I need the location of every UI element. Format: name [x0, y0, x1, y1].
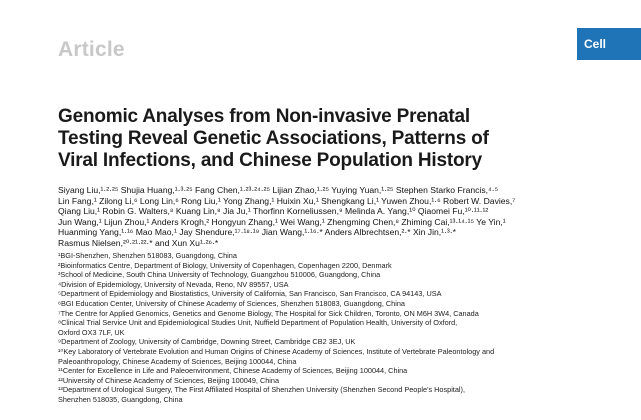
author-line: Siyang Liu,¹·²·²⁵ Shujia Huang,¹·³·²⁵ Fang Chen,¹·²³·²⁴·²⁵ Lijian Zhao,¹·²⁵ Yuying Yuan,¹·²⁵ Stephen Starko Francis,⁴·⁵ [58, 185, 499, 195]
affiliation-line: ⁷The Centre for Applied Genomics, Genetics and Genome Biology, The Hospital for Sick Children, Toronto, ON M6H 3W4, Canada [58, 308, 479, 318]
affiliation-line: ¹²University of Chinese Academy of Sciences, Beijing 100049, China [58, 375, 280, 385]
affiliation-line: ¹¹Center for Excellence in Life and Paleoenvironment, Chinese Academy of Sciences, Beijing 100044, China [58, 366, 408, 376]
affiliation-line: ²Bioinformatics Centre, Department of Biology, University of Copenhagen, Copenhagen 2200, Denmark [58, 260, 392, 270]
affiliation-line: ³School of Medicine, South China University of Technology, Guangzhou 510006, Guangdong, China [58, 270, 381, 280]
author-line: Qiang Liu,¹ Robin G. Walters,⁸ Kuang Lin,⁸ Jia Ju,¹ Thorfinn Korneliussen,⁹ Melinda A. Yang,¹⁰ Qiaomei Fu,¹⁰·¹¹·¹² [58, 206, 489, 217]
journal-logo: Cell [577, 28, 641, 60]
affiliation-line: ¹³Department of Urological Surgery, The First Affiliated Hospital of Shenzhen University (Shenzhen Second People's Hospital), [58, 385, 465, 395]
author-line: Rasmus Nielsen,²⁰·²¹·²²·* and Xun Xu¹·²⁶·* [58, 237, 219, 248]
article-type-label: Article [58, 38, 125, 61]
affiliation-line: ⁸Clinical Trial Service Unit and Epidemiological Studies Unit, Nuffield Department of Population Health, University of Oxford, [58, 318, 458, 328]
affiliation-list [58, 251, 623, 405]
affiliation-line: Oxford OX3 7LF, UK [58, 327, 125, 337]
affiliation-line: ⁴Division of Epidemiology, University of Nevada, Reno, NV 89557, USA [58, 279, 289, 289]
affiliation-line: ¹⁰Key Laboratory of Vertebrate Evolution and Human Origins of Chinese Academy of Sciences, Institute of Vertebrate Paleontology and [58, 346, 495, 356]
author-list [58, 185, 623, 249]
paper-title [58, 106, 578, 172]
title-line: Viral Infections, and Chinese Population History [58, 150, 482, 171]
affiliation-line: Paleoanthropology, Chinese Academy of Sciences, Beijing 100044, China [58, 356, 297, 366]
author-line: Huanming Yang,¹·¹⁶ Mao Mao,¹ Jay Shendure,¹⁷·¹⁸·¹⁹ Jian Wang,¹·¹⁶·* Anders Albrechtsen,²·* Xin Jin,¹·³·* [58, 227, 456, 238]
affiliation-line: ¹BGI-Shenzhen, Shenzhen 518083, Guangdong, China [58, 251, 237, 260]
affiliation-line: ⁶BGI Education Center, University of Chinese Academy of Sciences, Shenzhen 518083, Guangdong, China [58, 298, 405, 308]
affiliation-line: ⁹Department of Zoology, University of Cambridge, Downing Street, Cambridge CB2 3EJ, UK [58, 337, 356, 347]
author-line: Lin Fang,¹ Zilong Li,⁶ Long Lin,⁶ Rong Liu,¹ Yong Zhang,¹ Huixin Xu,¹ Shengkang Li,¹ Yuwen Zhou,¹·⁶ Robert W. Davies,⁷ [58, 195, 516, 206]
affiliation-line: Shenzhen 518035, Guangdong, China [58, 394, 183, 404]
affiliation-line: ⁵Department of Epidemiology and Biostatistics, University of California, San Francisco, San Francisco, CA 94143, USA [58, 289, 442, 299]
title-line: Genomic Analyses from Non-invasive Prenatal [58, 106, 471, 127]
author-line: Jun Wang,¹ Lijun Zhou,¹ Anders Krogh,² Hongyun Zhang,¹ Wei Wang,¹ Zhengming Chen,⁸ Zhiming Cai,¹³·¹⁴·¹⁵ Ye Yin,¹ [58, 216, 506, 227]
title-line: Testing Reveal Genetic Associations, Patterns of [58, 128, 489, 149]
